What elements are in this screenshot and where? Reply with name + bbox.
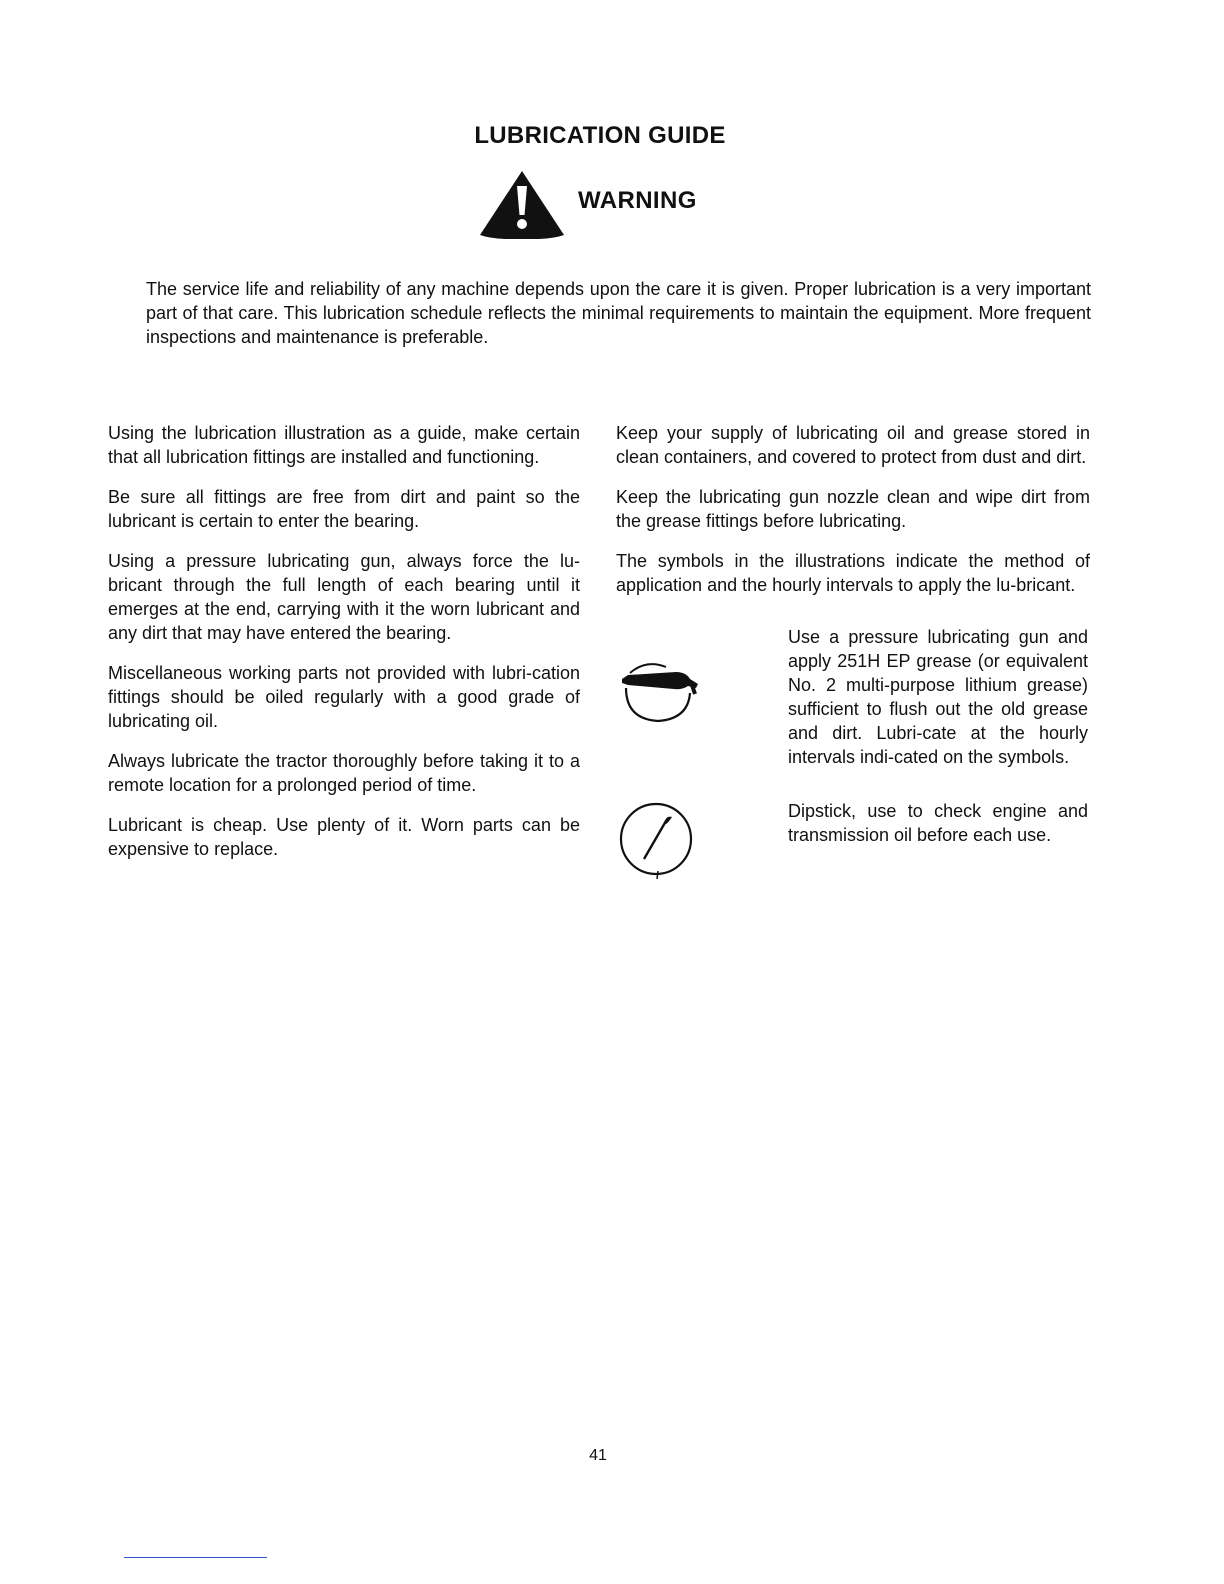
paragraph: Using a pressure lubricating gun, always force the lu-bricant through the full length of each bearing until it emerges at the end, carrying with it the worn lubricant and any dirt that may have entered the bearing. <box>108 551 580 643</box>
paragraph: Be sure all fittings are free from dirt and paint so the lubricant is certain to enter the bearing. <box>108 487 580 531</box>
right-column <box>616 421 1090 897</box>
page-number: 41 <box>589 1447 607 1464</box>
intro-paragraph: The service life and reliability of any machine depends upon the care it is given. Proper lubrication is a very important part of that care. This lubrication schedule reflects the minimal requirements to maintain the equipment. More frequent inspections and maintenance is preferable. <box>146 279 1091 347</box>
symbol-description: Dipstick, use to check engine and transmission oil before each use. <box>788 801 1088 845</box>
paragraph: Lubricant is cheap. Use plenty of it. Worn parts can be expensive to replace. <box>108 815 580 859</box>
footer-divider <box>124 1557 267 1558</box>
dipstick-icon <box>616 799 700 883</box>
paragraph: Using the lubrication illustration as a guide, make certain that all lubrication fittings are installed and functioning. <box>108 423 580 467</box>
paragraph: Miscellaneous working parts not provided with lubri-cation fittings should be oiled regularly with a good grade of lubricating oil. <box>108 663 580 731</box>
symbol-description: Use a pressure lubricating gun and apply 251H EP grease (or equivalent No. 2 multi-purpose lithium grease) sufficient to flush out the old grease and dirt. Lubri-cate at the hourly intervals indi-cated on the symbols. <box>788 627 1088 767</box>
left-column <box>108 421 580 877</box>
warning-banner <box>478 168 697 240</box>
warning-triangle-icon <box>478 169 566 239</box>
paragraph: Keep the lubricating gun nozzle clean and wipe dirt from the grease fittings before lubricating. <box>616 487 1090 531</box>
paragraph: Keep your supply of lubricating oil and grease stored in clean containers, and covered to protect from dust and dirt. <box>616 423 1090 467</box>
symbol-grease-gun <box>616 625 1090 785</box>
warning-label: WARNING <box>578 187 697 214</box>
paragraph: Always lubricate the tractor thoroughly before taking it to a remote location for a prolonged period of time. <box>108 751 580 795</box>
symbol-dipstick <box>616 799 1090 883</box>
page-title: LUBRICATION GUIDE <box>474 122 726 149</box>
paragraph: The symbols in the illustrations indicate the method of application and the hourly intervals to apply the lu-bricant. <box>616 551 1090 595</box>
grease-gun-icon <box>616 655 700 727</box>
